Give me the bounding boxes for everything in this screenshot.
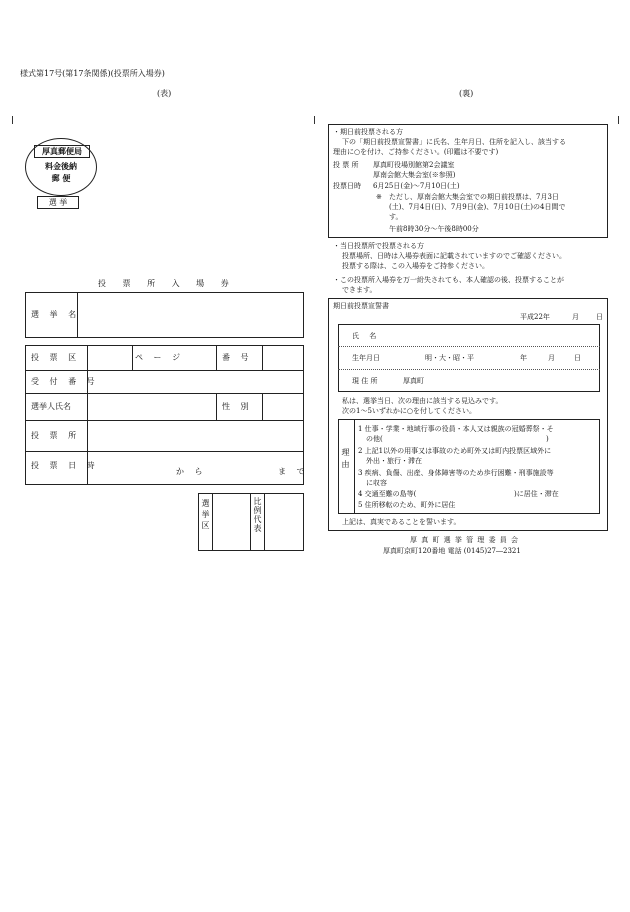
reason1b: の他( (366, 435, 383, 443)
postmark-office: 厚真郵便局 (34, 145, 90, 158)
front-label: (表) (157, 89, 172, 98)
ticket-title: 投 票 所 入 場 券 (98, 279, 236, 288)
to-label: ま で (278, 467, 309, 476)
birth-day-label: 日 (574, 354, 581, 362)
postmark-line2: 料金後納 (45, 161, 77, 171)
birth-month-label: 月 (548, 354, 555, 362)
declaration-day-label: 日 (596, 313, 603, 321)
early-hours: 午前8時30分〜午後8時00分 (389, 225, 479, 233)
reason1a: 1 仕事・学業・地域行事の役員・本人又は親族の冠婚葬祭・そ (358, 425, 554, 433)
election-day-line1: 投票場所、日時は入場券表面に記載されていますのでご確認ください。 (342, 252, 566, 260)
early-note-mark: ※ (376, 193, 382, 201)
early-voting-line2: 理由に○を付け、ご持参ください。(印鑑は不要です) (333, 148, 499, 156)
name-label: 氏 名 (352, 332, 381, 340)
early-voting-line1: 下の「期日前投票宣誓書」に氏名、生年月日、住所を記入し、該当する (342, 138, 566, 146)
cut-mark (314, 116, 315, 124)
sex-label: 性 別 (222, 402, 253, 411)
early-note3: す。 (389, 213, 403, 221)
early-date-label: 投票日時 (333, 182, 361, 190)
statement2: 次の1〜5いずれかに○を付してください。 (342, 407, 477, 415)
declaration-title: 期日前投票宣誓書 (333, 302, 389, 310)
polling-place-label: 投 票 所 (31, 431, 81, 440)
back-label: (裏) (459, 89, 474, 98)
from-label: か ら (176, 467, 207, 476)
early-note2: (土)、7月4日(日)、7月9日(金)、7月10日(土)の4日間で (389, 203, 566, 211)
early-place2: 厚南会館大集会室(※参照) (373, 171, 456, 179)
address-label: 現 住 所 (352, 377, 378, 385)
senkyoku-label: 選挙区 (201, 499, 210, 532)
election-day-heading: ・当日投票所で投票される方 (333, 242, 424, 250)
election-day-line2: 投票する際は、この入場券をご持参ください。 (342, 262, 489, 270)
reason2b: 外出・旅行・滞在 (366, 457, 422, 465)
district-label: 投 票 区 (31, 353, 81, 362)
reason1c: ) (546, 435, 549, 443)
hirei-label: 比例代表 (253, 497, 262, 533)
form-title: 様式第17号(第17条関係)(投票所入場券) (20, 69, 165, 78)
page-label: ペ ー ジ (135, 353, 185, 362)
postmark-line3: 郵 便 (51, 173, 71, 183)
reason2a: 2 上記1以外の用事又は事故のため町外又は町内投票区域外に (358, 447, 552, 455)
reason5: 5 住所移転のため、町外に居住 (358, 501, 456, 509)
committee-name: 厚 真 町 選 挙 管 理 委 員 会 (410, 536, 520, 544)
postmark-tag: 選 挙 (37, 196, 79, 209)
early-date-value: 6月25日(金)〜7月10日(土) (373, 182, 460, 190)
declaration-month-label: 月 (572, 313, 579, 321)
declaration-closing: 上記は、真実であることを誓います。 (342, 518, 461, 526)
statement1: 私は、選挙当日、次の理由に該当する見込みです。 (342, 397, 503, 405)
lost-notice-line2: できます。 (342, 286, 377, 294)
declaration-era-date: 平成22年 (520, 313, 550, 321)
early-voting-heading: ・期日前投票される方 (333, 128, 403, 136)
reception-label: 受 付 番 号 (31, 377, 99, 386)
cut-mark (12, 116, 13, 124)
cut-mark (618, 116, 619, 124)
elector-name-label: 選挙人氏名 (31, 402, 71, 411)
birth-year-label: 年 (520, 354, 527, 362)
reason4b: )に居住・滞在 (514, 490, 559, 498)
polling-time-label: 投 票 日 時 (31, 461, 99, 470)
birth-label: 生年月日 (352, 354, 380, 362)
reason4a: 4 交通至難の島等( (358, 490, 417, 498)
lost-notice-line1: ・この投票所入場券を万一紛失されても、本人確認の後、投票することが (333, 276, 564, 284)
ballot-type-box (198, 493, 304, 551)
reason-label: 理由 (341, 448, 350, 472)
address-value: 厚真町 (403, 377, 424, 385)
early-place1: 厚真町役場別館第2会議室 (373, 161, 455, 169)
early-place-label: 投 票 所 (333, 161, 359, 169)
reason3b: に収容 (366, 479, 387, 487)
early-note1: ただし、厚南会館大集会室での期日前投票は、7月3日 (389, 193, 559, 201)
number-label: 番 号 (222, 353, 253, 362)
reason3a: 3 疾病、負傷、出産、身体障害等のため歩行困難・刑事施設等 (358, 469, 554, 477)
election-name-label: 選 挙 名 (31, 310, 81, 319)
committee-address: 厚真町京町120番地 電話 (0145)27―2321 (383, 547, 521, 555)
eras: 明・大・昭・平 (425, 354, 474, 362)
